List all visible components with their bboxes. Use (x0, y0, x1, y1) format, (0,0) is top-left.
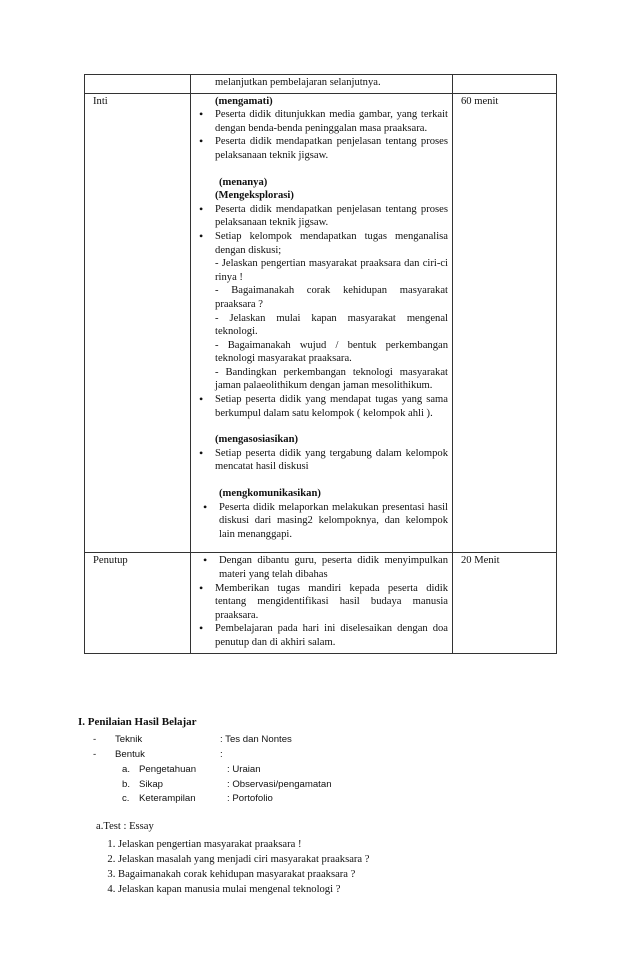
activity-bullet: • Peserta didik melaporkan melakukan presentasi hasil diskusi dari masing2 kelompoknya, dan kelompok lain menanggapi. (203, 501, 448, 542)
activity-bullet: • Memberikan tugas mandiri kepada peserta didik tentang mengidentifikasi hasil budaya manusia praaksara. (199, 582, 448, 623)
activity-bullet: • Dengan dibantu guru, peserta didik menyimpulkan materi yang telah dibahas (203, 554, 448, 581)
list-item: 4. Jelaskan kapan manusia mulai mengenal teknologi ? (118, 882, 576, 897)
phase-label: Penutup (85, 553, 191, 653)
section-heading: (mengasosiasikan) (215, 434, 299, 446)
eval-form-row: b. Sikap : Observasi/pengamatan (122, 778, 332, 790)
list-item: 2. Jelaskan masalah yang menjadi ciri masyarakat praaksara ? (118, 852, 576, 867)
activity-bullet: • Setiap peserta didik yang tergabung dalam kelompok mencatat hasil diskusi (199, 447, 448, 474)
table-row (85, 75, 557, 94)
activity-cell (191, 75, 453, 94)
list-item: 1. Jelaskan pengertian masyarakat praaksara ! (118, 837, 576, 852)
section-title: I. Penilaian Hasil Belajar (78, 716, 197, 728)
eval-row-teknik: - Teknik : Tes dan Nontes (93, 734, 292, 746)
list-item: 3. Bagaimanakah corak kehidupan masyarakat praaksara ? (118, 867, 576, 882)
time-label: 20 Menit (453, 553, 557, 653)
eval-form-row: a. Pengetahuan : Uraian (122, 763, 261, 775)
table-row (85, 553, 557, 653)
time-label: 60 menit (453, 93, 557, 553)
test-heading: a.Test : Essay (96, 821, 154, 832)
discussion-question: - Bagaimanakah corak kehidupan masyarakat praaksara ? (215, 285, 448, 310)
activity-bullet: • Setiap kelompok mendapatkan tugas menganalisa dengan diskusi; (199, 230, 448, 257)
activity-bullet: • Setiap peserta didik yang mendapat tugas yang sama berkumpul dalam satu kelompok ( kelompok ahli ). (199, 393, 448, 420)
eval-form-row: c. Keterampilan : Portofolio (122, 793, 273, 805)
discussion-question: - Bandingkan perkembangan teknologi masyarakat jaman palaeolithikum dengan jaman mesolithikum. (215, 366, 448, 392)
section-heading: (Mengeksplorasi) (215, 190, 294, 202)
eval-label: Keterampilan (139, 793, 196, 805)
lesson-plan-table (84, 74, 557, 654)
activity-cell (191, 93, 453, 553)
eval-value: : Portofolio (227, 793, 273, 805)
discussion-question: - Bagaimanakah wujud / bentuk perkembangan teknologi masyarakat praaksara. (215, 339, 448, 365)
section-heading: (mengkomunikasikan) (219, 488, 321, 500)
eval-label: Sikap (139, 778, 163, 790)
eval-value: : Tes dan Nontes (220, 734, 292, 746)
discussion-question: - Jelaskan mulai kapan masyarakat mengenal teknologi. (215, 312, 448, 338)
eval-value: : Uraian (227, 763, 261, 775)
discussion-question: - Jelaskan pengertian masyarakat praaksara dan ciri-ci rinya ! (215, 258, 448, 283)
activity-bullet: • Peserta didik ditunjukkan media gambar, yang terkait dengan benda-benda peninggalan masa praaksara. (199, 108, 448, 135)
question-list (96, 837, 576, 898)
activity-bullet: • Pembelajaran pada hari ini diselesaikan dengan doa penutup dan di akhiri salam. (199, 622, 448, 649)
activity-bullet: • Peserta didik mendapatkan penjelasan tentang proses pelaksanaan teknik jigsaw. (199, 135, 448, 162)
activity-text: melanjutkan pembelajaran selanjutnya. (215, 77, 381, 88)
eval-label: Teknik (115, 734, 143, 746)
phase-label: Inti (85, 93, 191, 553)
eval-row-bentuk: - Bentuk : (93, 748, 223, 760)
test-section (96, 820, 576, 897)
eval-label: Pengetahuan (139, 763, 197, 775)
time-cell (453, 75, 557, 94)
activity-cell (191, 553, 453, 653)
section-heading: (menanya) (219, 176, 268, 188)
activity-bullet: • Peserta didik mendapatkan penjelasan tentang proses pelaksanaan teknik jigsaw. (199, 203, 448, 230)
section-heading: (mengamati) (215, 95, 273, 107)
evaluation-section (78, 716, 578, 807)
eval-label: Bentuk (115, 748, 145, 760)
eval-value: : (220, 748, 223, 760)
table-row (85, 93, 557, 553)
eval-value: : Observasi/pengamatan (227, 778, 332, 790)
phase-cell (85, 75, 191, 94)
